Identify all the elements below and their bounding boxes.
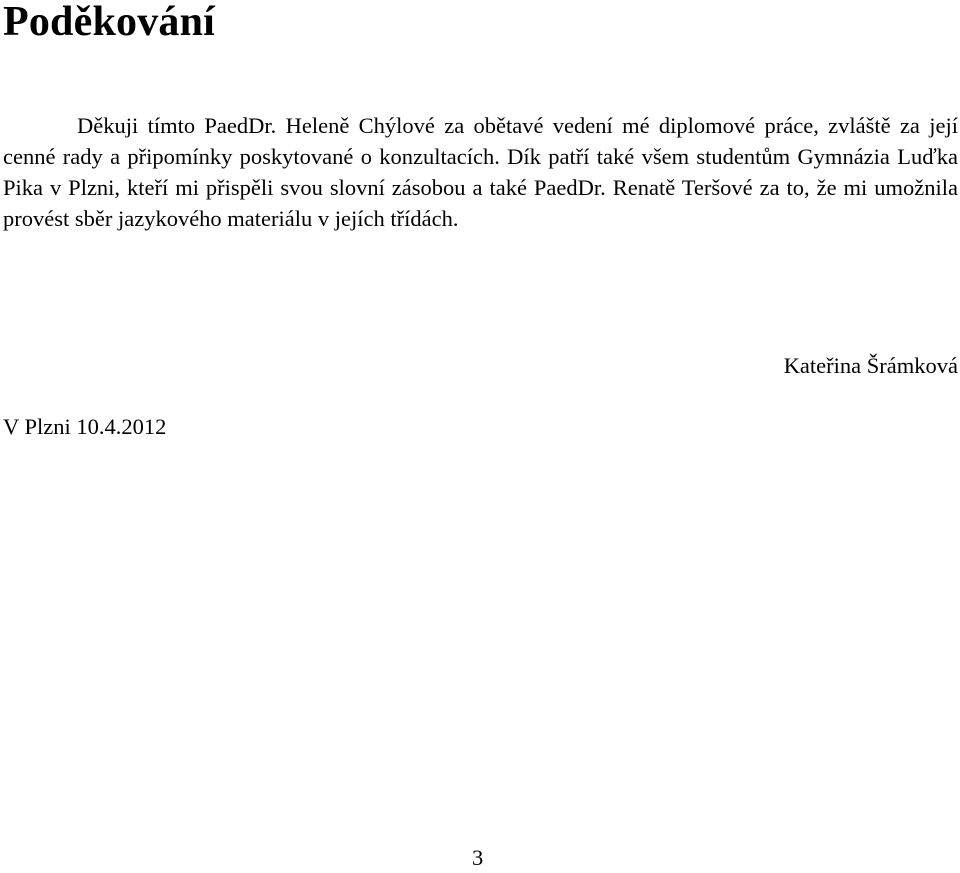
author-signature: Kateřina Šrámková xyxy=(783,353,958,378)
acknowledgement-paragraph xyxy=(3,110,958,234)
page-number: 3 xyxy=(472,845,484,870)
page-title: Poděkování xyxy=(3,0,216,45)
place-and-date: V Plzni 10.4.2012 xyxy=(3,414,167,439)
acknowledgement-text: Děkuji tímto PaedDr. Heleně Chýlové za obětavé vedení mé diplomové práce, zvláště za její cenné rady a připomínky poskytované o konzultacích. Dík patří také všem studentům Gymnázia Luďka Pika v Plzni, kteří mi přispěli svou slovní zásobou a také PaedDr. Renatě Teršové za to, že mi umožnila provést sběr jazykového materiálu v jejích třídách. xyxy=(3,113,958,231)
